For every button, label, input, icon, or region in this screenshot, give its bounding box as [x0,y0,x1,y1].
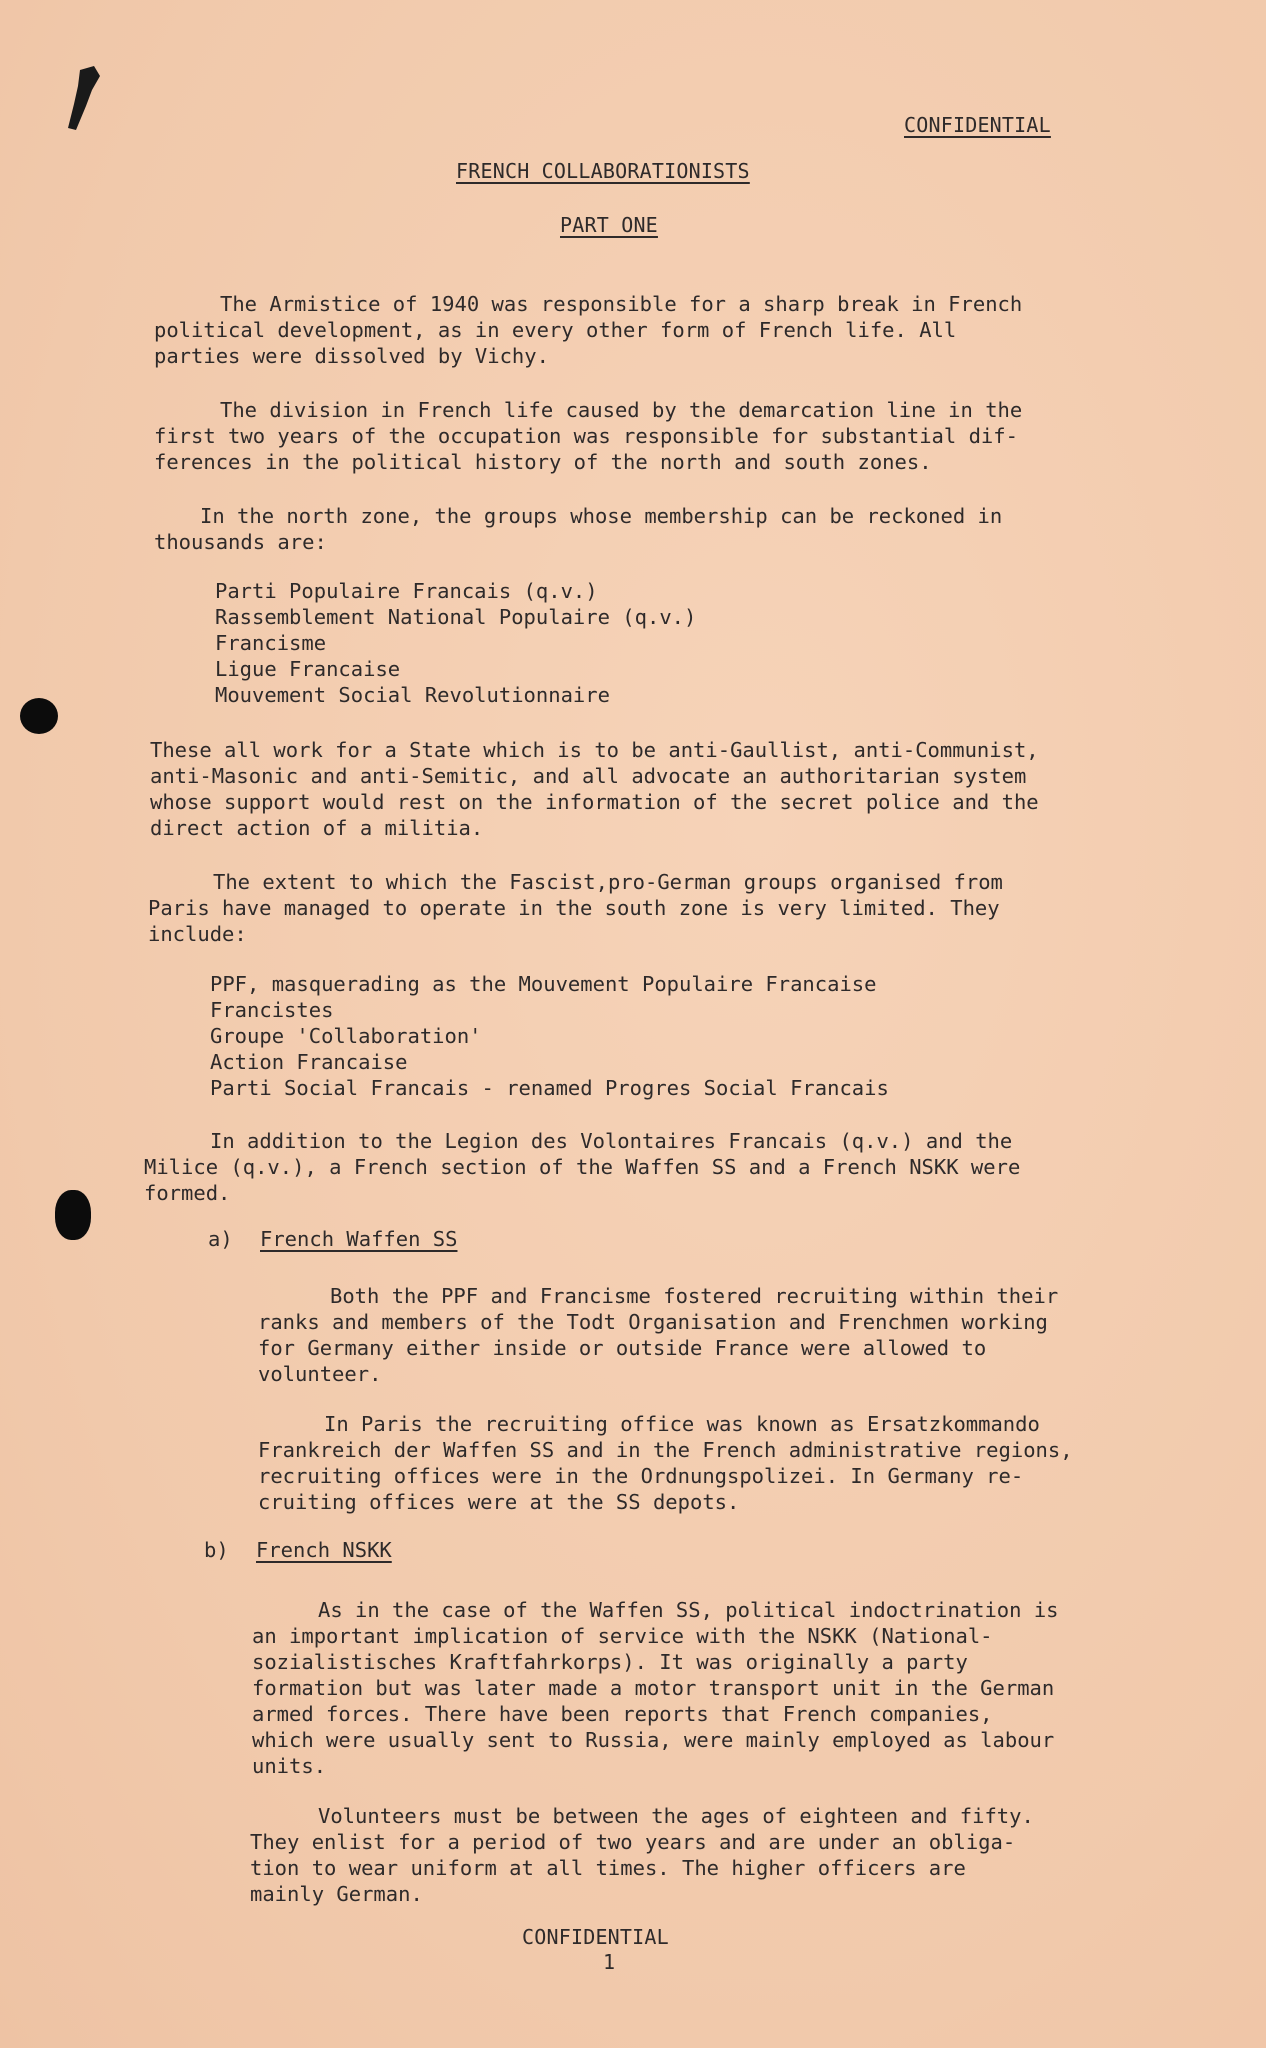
punch-hole-bottom [55,1190,91,1240]
classification-header: CONFIDENTIAL [904,113,1051,137]
list-item: Francisme [215,631,327,655]
page-number: 1 [603,1950,616,1974]
text-line: for Germany either inside or outside France were allowed to [258,1336,987,1360]
list-item: Groupe 'Collaboration' [210,1024,482,1048]
section-b-heading: French NSKK [256,1538,392,1562]
text-line: The Armistice of 1940 was responsible for a sharp break in French [220,292,1023,316]
section-b-marker: b) [204,1538,229,1562]
text-line: The extent to which the Fascist,pro-German groups organised from [213,870,1003,894]
list-item: Ligue Francaise [215,657,401,681]
classification-footer: CONFIDENTIAL [522,1925,669,1949]
text-line: Both the PPF and Francisme fostered recruiting within their [330,1284,1059,1308]
text-line: In Paris the recruiting office was known as Ersatzkommando [324,1412,1040,1436]
text-line: These all work for a State which is to be anti-Gaullist, anti-Communist, [150,738,1039,762]
list-item: Mouvement Social Revolutionnaire [215,683,610,707]
text-line: cruiting offices were at the SS depots. [258,1490,740,1514]
text-line: volunteer. [258,1362,382,1386]
text-line: They enlist for a period of two years and are under an obliga- [250,1830,1016,1854]
text-line: recruiting offices were in the Ordnungspolizei. In Germany re- [258,1464,1024,1488]
text-line: ranks and members of the Todt Organisation and Frenchmen working [258,1310,1048,1334]
document-subtitle: PART ONE [560,213,658,237]
text-line: ferences in the political history of the north and south zones. [154,450,932,474]
text-line: whose support would rest on the information of the secret police and the [150,790,1039,814]
text-line: In addition to the Legion des Volontaires Francais (q.v.) and the [210,1129,1013,1153]
text-line: Frankreich der Waffen SS and in the French administrative regions, [258,1438,1073,1462]
text-line: mainly German. [250,1882,423,1906]
text-line: armed forces. There have been reports that French companies, [252,1702,993,1726]
text-line: formation but was later made a motor transport unit in the German [252,1676,1055,1700]
list-item: Parti Social Francais - renamed Progres Social Francais [210,1076,889,1100]
text-line: tion to wear uniform at all times. The higher officers are [250,1856,966,1880]
text-line: Milice (q.v.), a French section of the Waffen SS and a French NSKK were [144,1155,1021,1179]
text-line: Paris have managed to operate in the south zone is very limited. They [148,896,1000,920]
document-title: FRENCH COLLABORATIONISTS [456,159,750,183]
text-line: parties were dissolved by Vichy. [154,344,549,368]
text-line: units. [252,1754,327,1778]
section-a-heading: French Waffen SS [260,1227,458,1251]
text-line: anti-Masonic and anti-Semitic, and all advocate an authoritarian system [150,764,1027,788]
text-line: include: [148,922,247,946]
text-line: which were usually sent to Russia, were mainly employed as labour [252,1728,1055,1752]
text-line: In the north zone, the groups whose membership can be reckoned in [200,504,1003,528]
text-line: political development, as in every other form of French life. All [154,318,957,342]
list-item: PPF, masquerading as the Mouvement Populaire Francaise [210,972,877,996]
text-line: The division in French life caused by the demarcation line in the [220,398,1023,422]
text-line: As in the case of the Waffen SS, political indoctrination is [318,1598,1059,1622]
list-item: Rassemblement National Populaire (q.v.) [215,605,697,629]
text-line: first two years of the occupation was responsible for substantial dif- [154,424,1018,448]
list-item: Francistes [210,998,334,1022]
text-line: direct action of a militia. [150,816,484,840]
text-line: sozialistisches Kraftfahrkorps). It was originally a party [252,1650,968,1674]
list-item: Parti Populaire Francais (q.v.) [215,579,598,603]
ink-blot [60,60,120,140]
punch-hole-top [20,698,58,734]
section-a-marker: a) [208,1227,233,1251]
list-item: Action Francaise [210,1050,408,1074]
text-line: Volunteers must be between the ages of eighteen and fifty. [318,1804,1034,1828]
text-line: formed. [144,1181,231,1205]
text-line: thousands are: [154,530,327,554]
text-line: an important implication of service with the NSKK (National- [252,1624,993,1648]
